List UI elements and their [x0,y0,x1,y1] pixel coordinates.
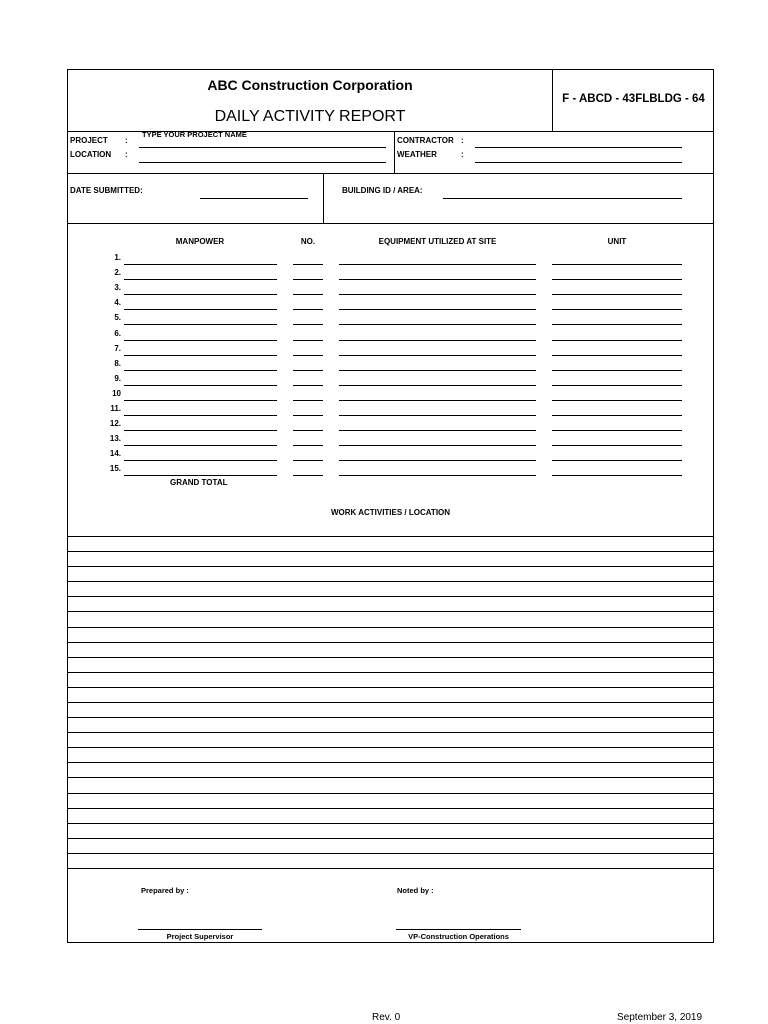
revision-label: Rev. 0 [372,1012,401,1023]
work-activity-line[interactable] [67,642,714,643]
work-activity-line[interactable] [67,838,714,839]
date-bottom-line [67,223,714,224]
prepared-signature-line[interactable] [138,929,262,930]
work-activity-line[interactable] [67,732,714,733]
unit-field-line[interactable] [552,385,682,386]
project-colon: : [125,136,128,145]
no-field-line[interactable] [293,430,323,431]
work-activity-line[interactable] [67,611,714,612]
no-field-line[interactable] [293,340,323,341]
work-activity-line[interactable] [67,566,714,567]
manpower-field-line[interactable] [124,340,277,341]
row-number: 8. [114,358,121,368]
manpower-field-line[interactable] [124,309,277,310]
no-field-line[interactable] [293,309,323,310]
work-activity-line[interactable] [67,717,714,718]
no-field-line[interactable] [293,294,323,295]
no-field-line[interactable] [293,445,323,446]
no-field-line[interactable] [293,400,323,401]
row-number: 7. [114,343,121,353]
date-submitted-label: DATE SUBMITTED: [70,186,143,195]
no-field-line[interactable] [293,324,323,325]
noted-role: VP-Construction Operations [408,932,509,941]
equipment-field-line[interactable] [339,445,536,446]
no-field-line[interactable] [293,415,323,416]
work-activity-line[interactable] [67,687,714,688]
work-activities-label: WORK ACTIVITIES / LOCATION [330,508,451,517]
row-number: 2. [114,268,121,278]
row-number: 15. [109,464,121,474]
manpower-header: MANPOWER [175,237,225,246]
project-label: PROJECT [70,136,108,145]
footer-date: September 3, 2019 [617,1012,703,1023]
manpower-field-line[interactable] [124,460,277,461]
unit-field-line[interactable] [552,430,682,431]
row-number: 3. [114,283,121,293]
info-divider [394,131,395,174]
unit-field-line[interactable] [552,415,682,416]
manpower-field-line[interactable] [124,294,277,295]
manpower-field-line[interactable] [124,430,277,431]
manpower-field-line[interactable] [124,279,277,280]
unit-field-line[interactable] [552,309,682,310]
equipment-field-line[interactable] [339,309,536,310]
contractor-label: CONTRACTOR [397,136,454,145]
project-field-line [139,147,386,148]
work-activity-line[interactable] [67,747,714,748]
no-field-line[interactable] [293,460,323,461]
row-number: 9. [114,373,121,383]
company-name: ABC Construction Corporation [207,77,413,93]
form-code: F - ABCD - 43FLBLDG - 64 [562,93,705,105]
work-activity-line[interactable] [67,581,714,582]
weather-colon: : [461,150,464,159]
report-title: DAILY ACTIVITY REPORT [214,108,406,125]
prepared-by-label: Prepared by : [141,886,189,895]
location-field-line[interactable] [139,162,386,163]
equipment-field-line[interactable] [339,460,536,461]
contractor-field-line[interactable] [475,147,682,148]
location-label: LOCATION [70,150,112,159]
work-activity-line[interactable] [67,672,714,673]
work-activity-line[interactable] [67,536,714,537]
manpower-field-line[interactable] [124,355,277,356]
equipment-field-line[interactable] [339,294,536,295]
no-field-line[interactable] [293,385,323,386]
no-field-line[interactable] [293,264,323,265]
location-colon: : [125,150,128,159]
equipment-field-line[interactable] [339,279,536,280]
manpower-field-line[interactable] [124,324,277,325]
unit-header: UNIT [607,237,627,246]
manpower-field-line[interactable] [124,385,277,386]
form-frame [67,69,714,943]
equipment-field-line[interactable] [339,475,536,476]
work-activity-line[interactable] [67,777,714,778]
row-number: 1. [114,253,121,262]
work-activity-line[interactable] [67,657,714,658]
equipment-field-line[interactable] [339,370,536,371]
equipment-field-line[interactable] [339,430,536,431]
unit-field-line[interactable] [552,264,682,265]
unit-field-line[interactable] [552,460,682,461]
no-field-line[interactable] [293,370,323,371]
prepared-role: Project Supervisor [166,932,234,941]
work-activity-line[interactable] [67,793,714,794]
row-number: 10 [112,388,121,398]
no-field-line[interactable] [293,355,323,356]
work-activity-line[interactable] [67,762,714,763]
manpower-field-line[interactable] [124,264,277,265]
contractor-colon: : [461,136,464,145]
equipment-field-line[interactable] [339,400,536,401]
row-number: 14. [109,449,121,459]
unit-field-line[interactable] [552,445,682,446]
unit-field-line[interactable] [552,355,682,356]
row-number: 6. [114,328,121,338]
signature-section-line [67,868,714,869]
work-activity-line[interactable] [67,551,714,552]
equipment-field-line[interactable] [339,264,536,265]
row-number: 5. [114,313,121,323]
row-number: 13. [109,434,121,444]
unit-field-line[interactable] [552,324,682,325]
work-activity-line[interactable] [67,627,714,628]
equipment-field-line[interactable] [339,385,536,386]
info-bottom-line [67,173,714,174]
equipment-field-line[interactable] [339,340,536,341]
grand-total-label: GRAND TOTAL [170,478,228,487]
weather-label: WEATHER [397,150,437,159]
noted-signature-line[interactable] [396,929,521,930]
work-activity-line[interactable] [67,596,714,597]
equipment-field-line[interactable] [339,324,536,325]
work-activity-line[interactable] [67,702,714,703]
unit-field-line[interactable] [552,370,682,371]
unit-field-line[interactable] [552,279,682,280]
unit-field-line[interactable] [552,340,682,341]
manpower-field-line[interactable] [124,370,277,371]
unit-field-line[interactable] [552,400,682,401]
work-activity-line[interactable] [67,823,714,824]
equipment-field-line[interactable] [339,355,536,356]
manpower-field-line[interactable] [124,415,277,416]
work-activity-line[interactable] [67,853,714,854]
equipment-header: EQUIPMENT UTILIZED AT SITE [378,237,497,246]
row-number: 4. [114,298,121,308]
unit-field-line[interactable] [552,475,682,476]
row-number: 11. [110,404,121,413]
noted-by-label: Noted by : [397,886,434,895]
manpower-field-line[interactable] [124,445,277,446]
date-divider [323,173,324,223]
equipment-field-line[interactable] [339,415,536,416]
manpower-field-line[interactable] [124,475,277,476]
unit-field-line[interactable] [552,294,682,295]
work-activity-line[interactable] [67,808,714,809]
date-submitted-field-line[interactable] [200,198,308,199]
building-label: BUILDING ID / AREA: [342,186,423,195]
no-field-line[interactable] [293,475,323,476]
row-number: 12. [109,419,121,429]
no-field-line[interactable] [293,279,323,280]
no-header: NO. [300,237,316,246]
project-name-value[interactable]: TYPE YOUR PROJECT NAME [142,130,247,139]
manpower-field-line[interactable] [124,400,277,401]
building-field-line[interactable] [443,198,682,199]
weather-field-line[interactable] [475,162,682,163]
